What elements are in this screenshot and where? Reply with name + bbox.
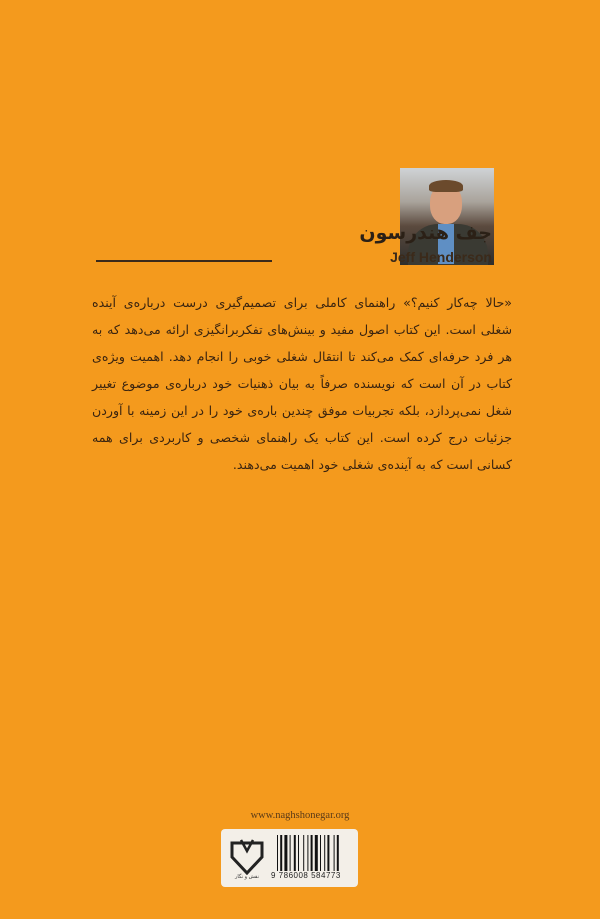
- barcode-bar: [280, 835, 282, 871]
- publisher-logo-text: نقش و نگار: [235, 874, 259, 880]
- divider-line: [96, 260, 272, 262]
- author-name-english: Jeff Henderson: [390, 249, 492, 265]
- photo-hair: [429, 180, 463, 192]
- author-name-persian: جف هندرسون: [359, 222, 492, 244]
- barcode: [277, 835, 353, 871]
- barcode-bar: [324, 835, 325, 871]
- isbn-number: 9 786008 584773: [271, 871, 341, 880]
- publisher-logo-icon: [229, 837, 265, 875]
- barcode-bar: [277, 835, 278, 871]
- barcode-bar: [298, 835, 299, 871]
- barcode-bar: [334, 835, 335, 871]
- barcode-bar: [294, 835, 296, 871]
- barcode-bar: [337, 835, 339, 871]
- barcode-bar: [320, 835, 321, 871]
- barcode-bar: [290, 835, 291, 871]
- barcode-bar: [311, 835, 313, 871]
- barcode-bar: [327, 835, 329, 871]
- barcode-panel: [221, 829, 358, 887]
- barcode-bar: [315, 835, 318, 871]
- barcode-bar: [303, 835, 304, 871]
- barcode-bar: [284, 835, 287, 871]
- book-description: «حالا چه‌کار کنیم؟» راهنمای کاملی برای تصمیم‌گیری درست درباره‌ی آینده شغلی است. این کتاب اصول مفید و بینش‌های تفکربرانگیزی ارائه می‌دهد که به هر فرد حرفه‌ای کمک می‌کند تا انتقال شغلی خوبی را انجام دهد. اهمیت ویژه‌ی کتاب در آن است که نویسنده صرفاً به بیان ذهنیات خود درباره‌ی موضوع تغییر شغل نمی‌پردازد، بلکه تجربیات موفق چندین باره‌ی خود را در این زمینه با آوردن جزئیات درج کرده است. این کتاب یک راهنمای شخصی و کاربردی برای همه کسانی است که به آینده‌ی شغلی خود اهمیت می‌دهند.: [92, 295, 512, 472]
- publisher-website: www.naghshonegar.org: [250, 810, 350, 821]
- barcode-bar: [307, 835, 308, 871]
